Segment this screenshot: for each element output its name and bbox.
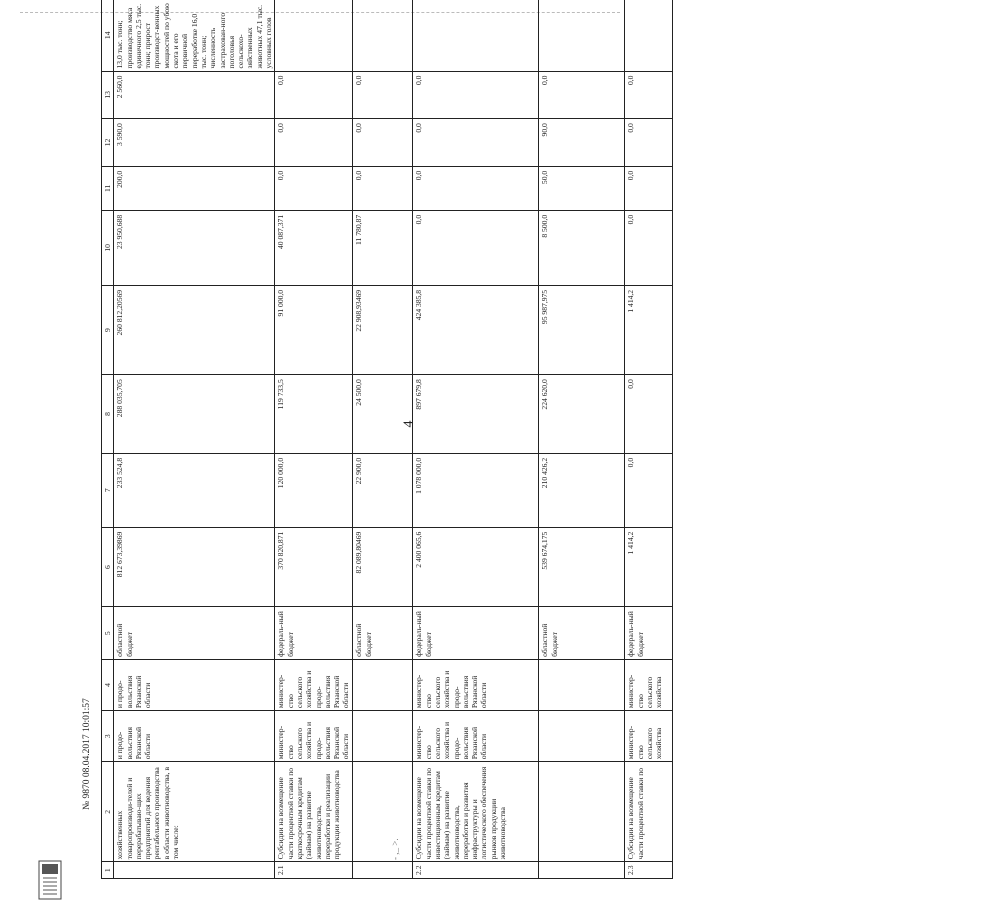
budget-table — [101, 0, 673, 879]
table-cell — [353, 0, 413, 71]
document-registration-id: № 9870 08.04.2017 10:01:57 — [82, 698, 92, 810]
table-cell: 3 590,0 — [114, 119, 275, 167]
table-cell: 40 087,371 — [275, 210, 353, 285]
table-cell: 91 000,0 — [275, 285, 353, 374]
table-cell: 0,0 — [275, 166, 353, 210]
table-cell: 0,0 — [413, 166, 539, 210]
table-cell: министер-ство сельского хозяйства — [625, 659, 673, 710]
table-row — [114, 0, 275, 879]
column-number-cell: 13 — [102, 71, 114, 119]
table-cell: 119 733,5 — [275, 375, 353, 454]
column-number-cell: 5 — [102, 607, 114, 659]
table-cell: 539 674,175 — [539, 527, 625, 607]
table-cell: 22 908,93469 — [353, 285, 413, 374]
table-cell: федераль-ный бюджет — [413, 607, 539, 659]
table-cell: 812 673,39869 — [114, 527, 275, 607]
table-cell — [539, 659, 625, 710]
column-number-cell: 8 — [102, 375, 114, 454]
table-cell: 2.2 — [413, 862, 539, 879]
table-cell — [353, 862, 413, 879]
table-cell: 0,0 — [275, 71, 353, 119]
table-row — [413, 0, 539, 879]
table-cell: областной бюджет — [539, 607, 625, 659]
column-number-cell: 4 — [102, 659, 114, 710]
table-cell: министер-ство сельского хозяйства и продо-вольствия Рязанской области — [275, 711, 353, 762]
table-cell: 897 679,8 — [413, 375, 539, 454]
table-cell — [275, 0, 353, 71]
table-cell: 120 000,0 — [275, 453, 353, 527]
table-cell: Субсидии на возмещение части процентной ставки по — [625, 762, 673, 862]
column-number-cell: 14 — [102, 0, 114, 71]
table-row — [275, 0, 353, 879]
table-cell — [539, 862, 625, 879]
seal-icon — [38, 860, 62, 900]
table-cell: 260 812,20569 — [114, 285, 275, 374]
table-cell — [413, 0, 539, 71]
table-cell: министер-ство сельского хозяйства и продо-вольствия Рязанской области — [413, 659, 539, 710]
table-cell: 0,0 — [353, 71, 413, 119]
table-cell — [353, 659, 413, 710]
table-cell: 13,0 тыс. тонн; производство мяса единичного 2,5 тыс. тонн; прирост производст-венных мощностей по убою скота и его первичной переработке 16,0 тыс. тонн; численность застрахован-ного поголовья сельскохо-зяйственных животных 47,1 тыс. условных голов — [114, 0, 275, 71]
table-cell: 0,0 — [539, 71, 625, 119]
table-cell: 424 385,8 — [413, 285, 539, 374]
column-number-cell: 12 — [102, 119, 114, 167]
table-cell: 90,0 — [539, 119, 625, 167]
table-cell: 0,0 — [625, 453, 673, 527]
table-cell: 24 500,0 — [353, 375, 413, 454]
table-cell: 370 820,871 — [275, 527, 353, 607]
table-cell: 0,0 — [413, 71, 539, 119]
table-row — [353, 0, 413, 879]
table-cell: 288 035,705 — [114, 375, 275, 454]
table-cell: 233 524,8 — [114, 453, 275, 527]
table-cell: 224 620,0 — [539, 375, 625, 454]
table-cell: 11 780,87 — [353, 210, 413, 285]
table-row — [625, 0, 673, 879]
table-cell: областной бюджет — [114, 607, 275, 659]
table-cell: 0,0 — [625, 210, 673, 285]
table-cell: 95 987,975 — [539, 285, 625, 374]
table-cell: и продо-вольствия Рязанской области — [114, 711, 275, 762]
table-cell: 0,0 — [625, 375, 673, 454]
table-cell — [353, 711, 413, 762]
table-cell: и продо-вольствия Рязанской области — [114, 659, 275, 710]
table-cell: министер-ство сельского хозяйства и продо-вольствия Рязанской области — [275, 659, 353, 710]
table-cell — [625, 0, 673, 71]
table-cell: министер-ство сельского хозяйства и продо-вольствия Рязанской области — [413, 711, 539, 762]
table-cell: 0,0 — [275, 119, 353, 167]
table-cell — [539, 711, 625, 762]
table-row — [539, 0, 625, 879]
table-cell: 8 500,0 — [539, 210, 625, 285]
table-cell: 50,0 — [539, 166, 625, 210]
table-cell: 0,0 — [625, 166, 673, 210]
table-cell: 2 400 065,6 — [413, 527, 539, 607]
table-cell: 0,0 — [353, 119, 413, 167]
table-cell: 0,0 — [625, 71, 673, 119]
column-number-cell: 11 — [102, 166, 114, 210]
table-cell: 0,0 — [353, 166, 413, 210]
column-number-cell: 2 — [102, 762, 114, 862]
table-cell: 200,0 — [114, 166, 275, 210]
column-number-cell: 3 — [102, 711, 114, 762]
column-number-cell: 1 — [102, 862, 114, 879]
table-cell — [539, 762, 625, 862]
column-number-cell: 10 — [102, 210, 114, 285]
column-number-cell: 6 — [102, 527, 114, 607]
table-cell — [539, 0, 625, 71]
rotated-table-container — [101, 3, 981, 879]
column-number-cell: 9 — [102, 285, 114, 374]
table-cell: 1 078 000,0 — [413, 453, 539, 527]
table-cell: Субсидии на возмещение части процентной ставки по инвестиционным кредитам (займам) на развитие животноводства, переработки и развития инфраструктуры и логистического обеспечения рынков продукции животноводства — [413, 762, 539, 862]
page-number: 4 — [401, 420, 417, 428]
table-cell: 2.1 — [275, 862, 353, 879]
table-cell: 0,0 — [413, 210, 539, 285]
table-cell — [353, 762, 413, 862]
table-cell: 0,0 — [413, 119, 539, 167]
table-cell: 2.3 — [625, 862, 673, 879]
table-cell: 82 089,80469 — [353, 527, 413, 607]
table-cell: 1 414,2 — [625, 285, 673, 374]
handwritten-mark: - ,_ >. — [390, 838, 400, 860]
table-cell: 0,0 — [625, 119, 673, 167]
column-number-cell: 7 — [102, 453, 114, 527]
table-cell: 23 950,688 — [114, 210, 275, 285]
table-header-row — [102, 0, 114, 879]
table-cell: хозяйственных товаропроизводи-телей и перерабатываю-щих предприятий для ведения рентабельного производства в области животноводства, в том числе: — [114, 762, 275, 862]
table-cell: 1 414,2 — [625, 527, 673, 607]
table-cell: Субсидии на возмещение части процентной ставки по краткосрочным кредитам (займам) на развитие животноводства, переработки и реализации продукции животноводства — [275, 762, 353, 862]
table-cell: министер-ство сельского хозяйства — [625, 711, 673, 762]
table-cell: 22 900,0 — [353, 453, 413, 527]
table-cell: областной бюджет — [353, 607, 413, 659]
table-cell: 2 560,0 — [114, 71, 275, 119]
table-cell — [114, 862, 275, 879]
table-cell: федераль-ный бюджет — [625, 607, 673, 659]
table-cell: 210 426,2 — [539, 453, 625, 527]
table-cell: федераль-ный бюджет — [275, 607, 353, 659]
